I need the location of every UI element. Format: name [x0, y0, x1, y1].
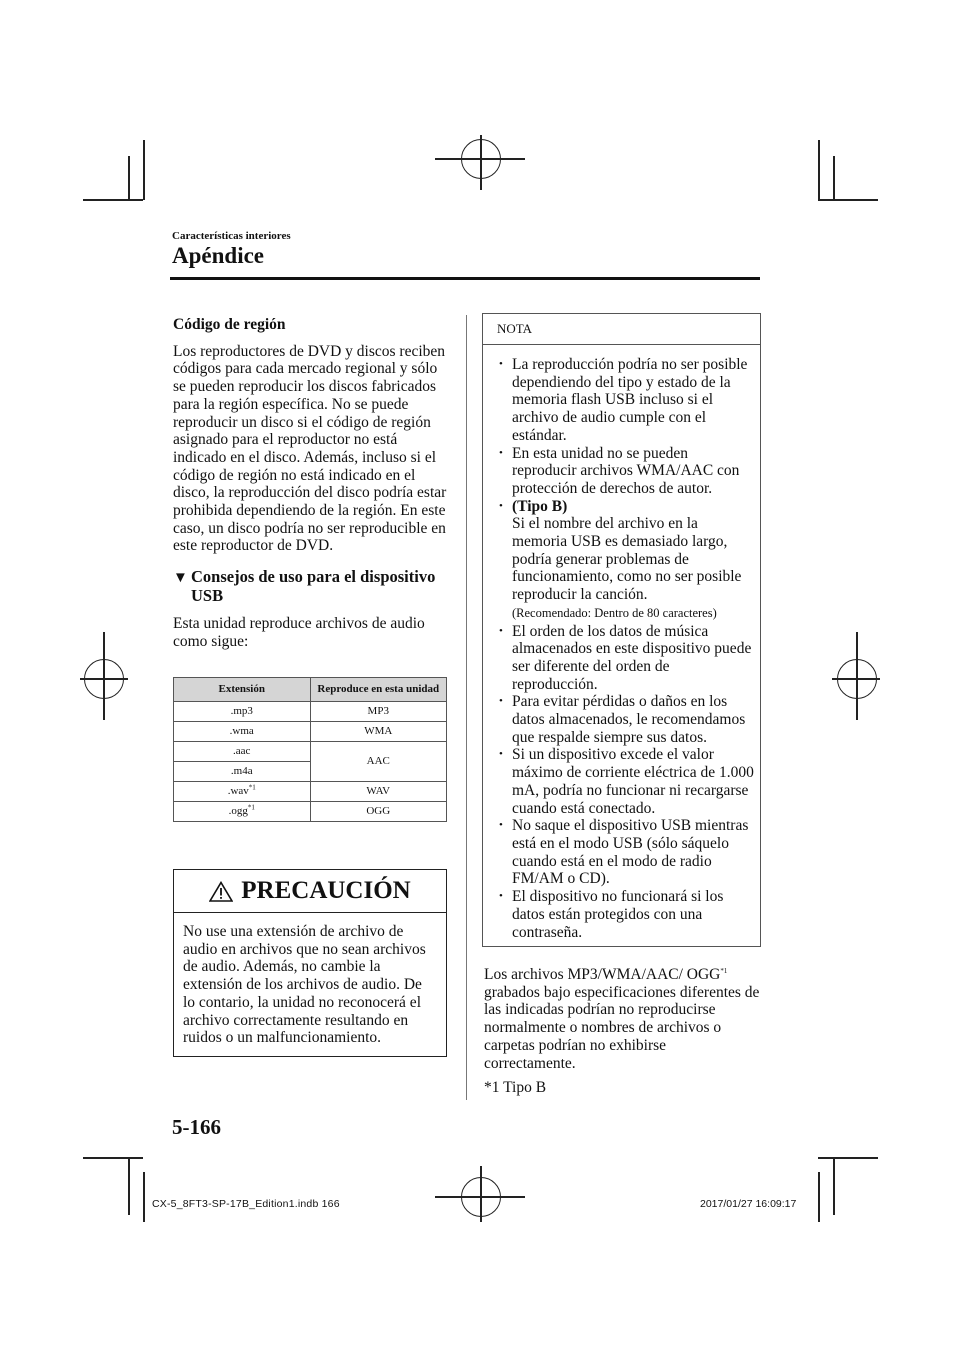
usb-heading — [173, 567, 448, 605]
type-b-text: Si el nombre del archivo en la memoria USB es demasiado largo, podría generar problemas de funcionamiento, como no ser posible reproducir la canción. — [512, 515, 742, 604]
table-cell: .aac — [174, 741, 311, 761]
type-b-label: (Tipo B) — [512, 497, 568, 515]
list-item — [499, 498, 756, 623]
table-row — [174, 741, 447, 761]
left-column — [173, 316, 448, 822]
caution-box — [173, 869, 447, 1057]
footnote: *1 Tipo B — [484, 1079, 547, 1096]
chapter-title: Apéndice — [172, 243, 264, 268]
region-paragraph: Los reproductores de DVD y discos reciben códigos para cada mercado regional y sólo se pueden reproducir los discos fabricados para la región específica. No se puede reproducir un disco si el código de región asignado para el reproductor no está indicado en el disco. Además, incluso si el código de región no está indicado en el disco, la reproducción del disco podría estar prohibida dependiendo de la región. En este caso, un disco podría no ser reproducible en este reproductor de DVD. — [173, 342, 447, 555]
list-item: • El orden de los datos de música almacenados en este dispositivo puede ser diferente del orden de reproducción. — [499, 623, 756, 694]
caution-title: PRECAUCIÓN — [241, 877, 411, 904]
format-paragraph — [484, 966, 760, 1072]
ext-text: .wav — [227, 784, 249, 797]
note-title: NOTA — [483, 314, 760, 345]
extension-table — [173, 677, 447, 822]
note-list — [483, 345, 760, 941]
usb-heading-text: Consejos de uso para el dispositivo USB — [191, 567, 436, 606]
header-rule — [170, 277, 760, 280]
type-b-recommendation: (Recomendado: Dentro de 80 caracteres) — [512, 605, 717, 620]
table-cell: .m4a — [174, 761, 311, 781]
list-item: • En esta unidad no se pueden reproducir archivos WMA/AAC con protección de derechos de autor. — [499, 445, 756, 498]
format-text-b: grabados bajo especificaciones diferentes de las indicadas podrían no reproducirse normalmente o nombres de archivos o carpetas podrían no exhibirse correctamente. — [484, 983, 760, 1072]
list-item: • El dispositivo no funcionará si los datos están protegidos con una contraseña. — [499, 888, 756, 941]
format-text-a: Los archivos MP3/WMA/AAC/ OGG — [484, 966, 721, 983]
list-item: • La reproducción podría no ser posible dependiendo del tipo y estado de la memoria flash USB incluso si el archivo de audio cumple con el estándar. — [499, 356, 756, 445]
table-row — [174, 701, 447, 721]
table-row — [174, 801, 447, 821]
table-cell: WMA — [310, 721, 447, 741]
caution-header — [174, 870, 446, 913]
table-cell: .mp3 — [174, 701, 311, 721]
table-header: Reproduce en esta unidad — [310, 677, 447, 701]
print-date: 2017/01/27 16:09:17 — [700, 1198, 797, 1210]
table-cell: WAV — [310, 781, 447, 801]
footnote-ref: *1 — [720, 966, 728, 975]
table-row — [174, 781, 447, 801]
section-title: Características interiores — [172, 230, 291, 242]
list-item: • Para evitar pérdidas o daños en los datos almacenados, le recomendamos que respalde siempre sus datos. — [499, 693, 756, 746]
footnote-ref: *1 — [247, 802, 255, 811]
list-item: • Si un dispositivo excede el valor máximo de corriente eléctrica de 1.000 mA, podría no funcionar ni recargarse cuando está conectado. — [499, 746, 756, 817]
caution-text: No use una extensión de archivo de audio en archivos que no sean archivos de audio. Además, no cambie la extensión de los archivos de audio. De lo contario, la unidad no reconocerá el archivo correctamente resultando en ruidos o un malfuncionamiento. — [183, 923, 426, 1047]
usb-intro: Esta unidad reproduce archivos de audio como sigue: — [173, 615, 425, 650]
table-header: Extensión — [174, 677, 311, 701]
list-item: • No saque el dispositivo USB mientras está en el modo USB (sólo sáquelo cuando está en el modo de radio FM/AM o CD). — [499, 817, 756, 888]
table-cell: OGG — [310, 801, 447, 821]
print-file-info: CX-5_8FT3-SP-17B_Edition1.indb 166 — [152, 1198, 340, 1210]
region-heading: Código de región — [173, 316, 286, 333]
warning-icon — [209, 881, 233, 902]
table-cell: .wma — [174, 721, 311, 741]
table-cell — [174, 781, 311, 801]
table-cell: MP3 — [310, 701, 447, 721]
table-cell — [174, 801, 311, 821]
table-cell: AAC — [310, 741, 447, 781]
column-divider — [466, 315, 467, 1100]
ext-text: .ogg — [228, 804, 248, 817]
table-header-row — [174, 677, 447, 701]
page-number: 5-166 — [172, 1115, 221, 1139]
triangle-down-icon: ▼ — [173, 570, 188, 587]
footnote-ref: *1 — [248, 782, 256, 791]
table-row — [174, 721, 447, 741]
note-box — [482, 313, 761, 947]
